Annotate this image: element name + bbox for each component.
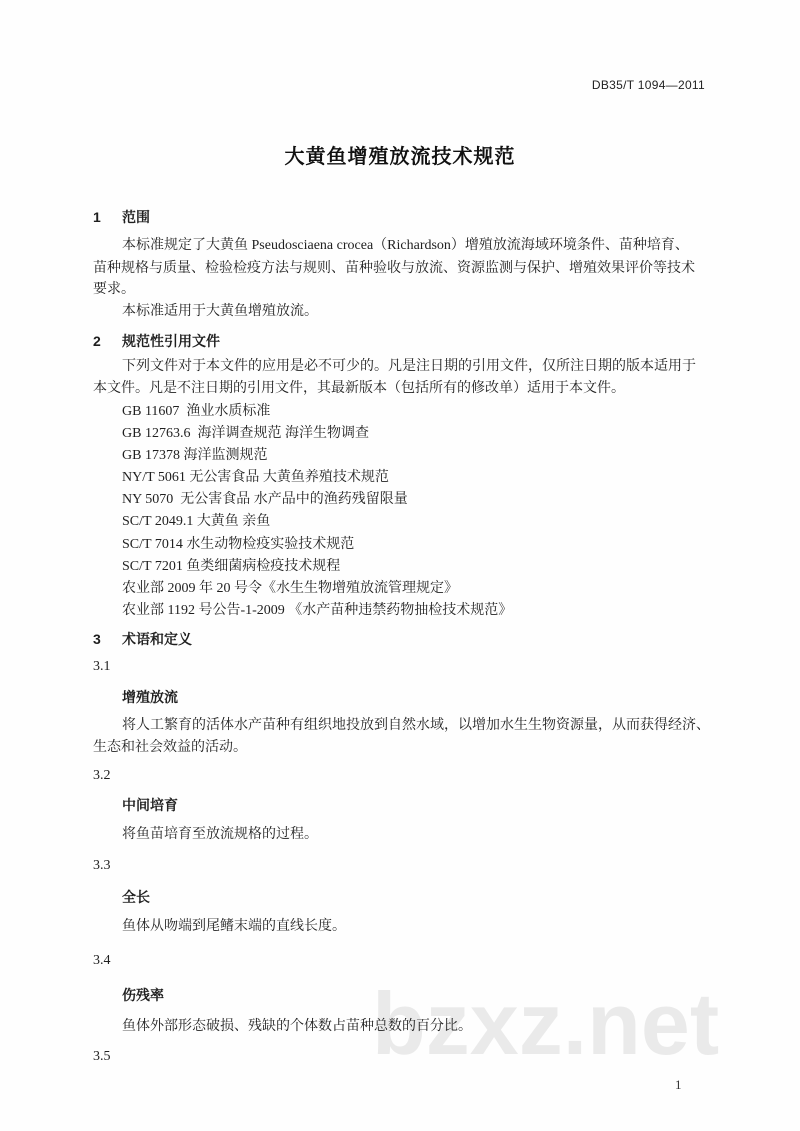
clause-number: 3.1 (93, 659, 111, 674)
paragraph-line: 本标准适用于大黄鱼增殖放流。 (122, 304, 318, 319)
term-name: 伤残率 (122, 987, 164, 1003)
paragraph-line: 要求。 (93, 282, 135, 297)
page-number: 1 (675, 1077, 682, 1092)
reference-item: SC/T 2049.1 大黄鱼 亲鱼 (122, 514, 271, 529)
watermark: bzxz.net (372, 974, 720, 1073)
reference-item: 农业部 1192 号公告-1-2009 《水产苗种违禁药物抽检技术规范》 (122, 603, 513, 618)
reference-item: GB 17378 海洋监测规范 (122, 448, 268, 463)
term-definition-line: 鱼体外部形态破损、残缺的个体数占苗种总数的百分比。 (122, 1019, 472, 1034)
term-definition-line: 将鱼苗培育至放流规格的过程。 (122, 827, 318, 842)
term-name: 增殖放流 (122, 689, 178, 705)
section-3-number: 3 (93, 631, 101, 647)
term-definition-line: 将人工繁育的活体水产苗种有组织地投放到自然水域，以增加水生生物资源量，从而获得经济、 (122, 718, 710, 733)
reference-item: GB 12763.6 海洋调查规范 海洋生物调查 (122, 426, 369, 441)
paragraph-line: 苗种规格与质量、检验检疫方法与规则、苗种验收与放流、资源监测与保护、增殖效果评价等技术 (93, 261, 695, 276)
document-title: 大黄鱼增殖放流技术规范 (284, 146, 516, 168)
term-name: 中间培育 (122, 797, 178, 813)
reference-item: GB 11607 渔业水质标准 (122, 404, 271, 419)
section-3-heading: 术语和定义 (122, 631, 192, 647)
section-1-number: 1 (93, 209, 101, 225)
paragraph-line: 本文件。凡是不注日期的引用文件，其最新版本（包括所有的修改单）适用于本文件。 (93, 381, 625, 396)
standard-code: DB35/T 1094—2011 (591, 78, 705, 92)
term-definition-line: 鱼体从吻端到尾鳍末端的直线长度。 (122, 919, 346, 934)
reference-item: NY/T 5061 无公害食品 大黄鱼养殖技术规范 (122, 470, 389, 485)
section-2-number: 2 (93, 333, 101, 349)
reference-item: NY 5070 无公害食品 水产品中的渔药残留限量 (122, 492, 408, 507)
clause-number: 3.4 (93, 953, 111, 968)
reference-item: SC/T 7014 水生动物检疫实验技术规范 (122, 537, 355, 552)
section-2-heading: 规范性引用文件 (122, 333, 220, 349)
term-definition-line: 生态和社会效益的活动。 (93, 740, 247, 755)
clause-number: 3.2 (93, 768, 111, 783)
reference-item: 农业部 2009 年 20 号令《水生生物增殖放流管理规定》 (122, 581, 458, 596)
clause-number: 3.5 (93, 1049, 111, 1064)
section-1-heading: 范围 (122, 209, 150, 225)
reference-item: SC/T 7201 鱼类细菌病检疫技术规程 (122, 559, 341, 574)
term-name: 全长 (122, 889, 150, 905)
paragraph-line: 本标准规定了大黄鱼 Pseudosciaena crocea（Richardson）增殖放流海域环境条件、苗种培育、 (122, 238, 689, 253)
paragraph-line: 下列文件对于本文件的应用是必不可少的。凡是注日期的引用文件，仅所注日期的版本适用于 (122, 359, 696, 374)
clause-number: 3.3 (93, 858, 111, 873)
